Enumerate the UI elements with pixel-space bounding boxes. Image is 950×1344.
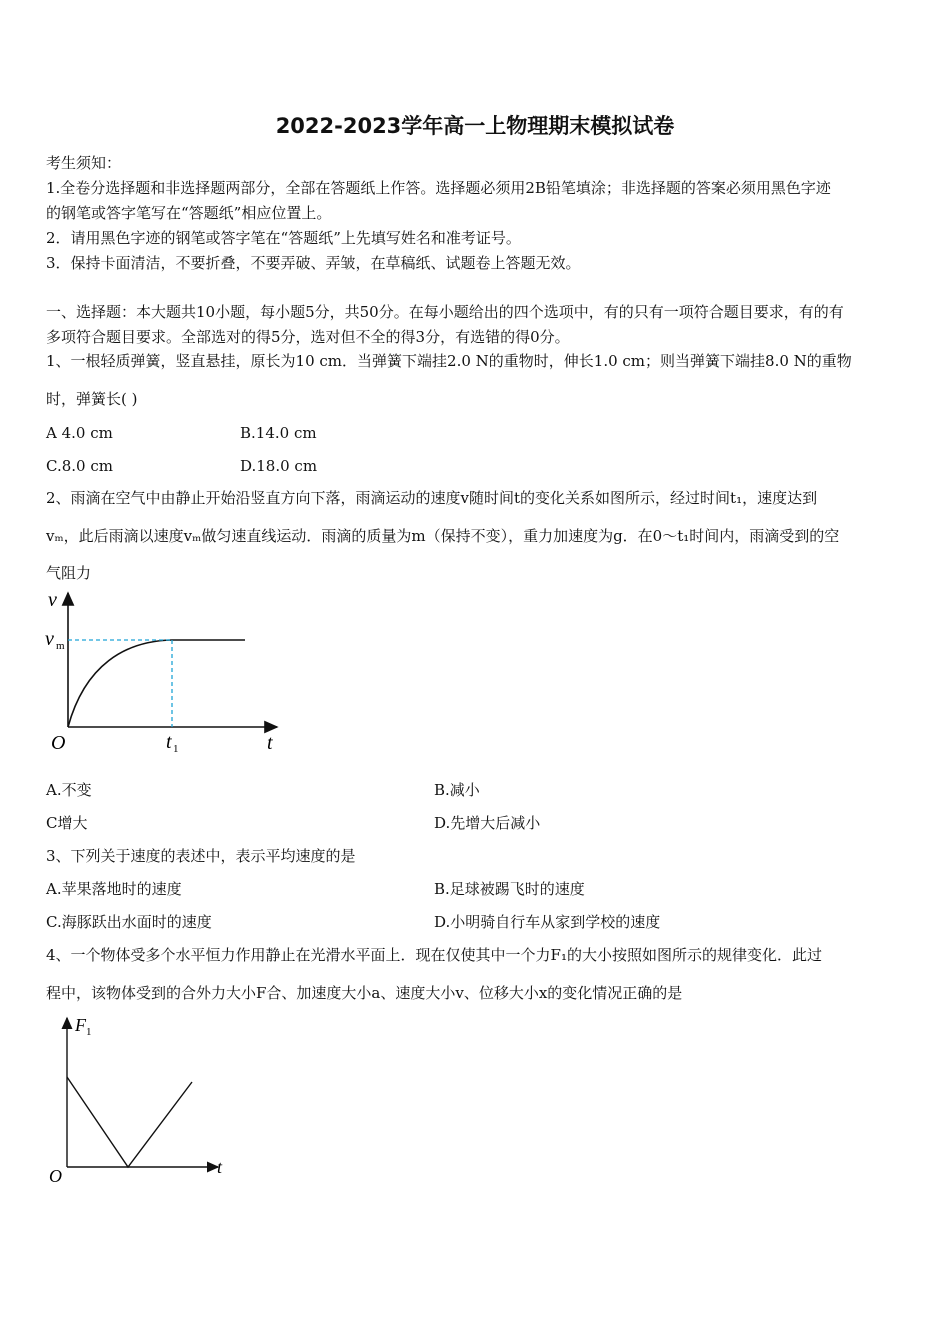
page-title: 2022-2023学年高一上物理期末模拟试卷 [275,114,675,138]
q3-option-b: B.足球被踢飞时的速度 [434,880,585,898]
question-1-text: 1、一根轻质弹簧，竖直悬挂，原长为10 cm．当弹簧下端挂2.0 N的重物时，伸长1.0 cm；则当弹簧下端挂8.0 N的重物 [46,352,852,370]
q3-option-c: C.海豚跃出水面时的速度 [46,913,212,931]
q1-option-c: C.8.0 cm [46,457,113,475]
notice-item: 2．请用黑色字迹的钢笔或答字笔在“答题纸”上先填写姓名和准考证号。 [46,229,521,247]
velocity-time-graph [40,585,290,760]
question-2-text: 气阻力 [46,564,92,582]
q2-option-c: C增大 [46,814,88,832]
notice-item: 3．保持卡面清洁，不要折叠，不要弄破、弄皱，在草稿纸、试题卷上答题无效。 [46,254,581,272]
notice-item: 1.全卷分选择题和非选择题两部分，全部在答题纸上作答。选择题必须用2B铅笔填涂；非选择题的答案必须用黑色字迹 [46,179,831,197]
y-axis-label: F [75,1015,86,1035]
vm-label: v [45,628,54,650]
q2-option-d: D.先增大后减小 [434,814,541,832]
question-1-text: 时，弹簧长( ) [46,390,138,408]
q2-option-a: A.不变 [46,781,92,799]
velocity-curve [68,640,245,727]
question-2-text: 2、雨滴在空气中由静止开始沿竖直方向下落，雨滴运动的速度v随时间t的变化关系如图所示，经过时间t₁，速度达到 [46,489,818,507]
origin-label: O [51,732,66,754]
q1-option-a: A 4.0 cm [46,424,113,442]
section-intro: 多项符合题目要求。全部选对的得5分，选对但不全的得3分，有选错的得0分。 [46,328,570,346]
section-intro: 一、选择题：本大题共10小题，每小题5分，共50分。在每小题给出的四个选项中，有的只有一项符合题目要求，有的有 [46,303,844,321]
x-axis-label: t [267,732,273,754]
q1-option-b: B.14.0 cm [240,424,317,442]
origin-label: O [49,1166,62,1186]
notice-item: 的钢笔或答字笔写在“答题纸”相应位置上。 [46,204,332,222]
q3-option-d: D.小明骑自行车从家到学校的速度 [434,913,661,931]
q2-option-b: B.减小 [434,781,480,799]
x-axis-label: t [217,1157,223,1177]
vm-subscript: m [56,640,65,652]
question-4-text: 4、一个物体受多个水平恒力作用静止在光滑水平面上．现在仅使其中一个力F₁的大小按照如图所示的规律变化．此过 [46,946,822,964]
question-4-text: 程中，该物体受到的合外力大小F合、加速度大小a、速度大小v、位移大小x的变化情况正确的是 [46,984,683,1002]
question-2-text: vₘ，此后雨滴以速度vₘ做匀速直线运动．雨滴的质量为m（保持不变），重力加速度为g．在0～t₁时间内，雨滴受到的空 [46,527,840,545]
q1-option-d: D.18.0 cm [240,457,318,475]
y-axis-subscript: 1 [86,1026,92,1038]
notice-heading: 考生须知： [46,154,122,172]
t1-label: t [166,731,172,753]
y-axis-label: v [48,589,57,611]
q3-option-a: A.苹果落地时的速度 [46,880,182,898]
question-3-text: 3、下列关于速度的表述中，表示平均速度的是 [46,847,356,865]
force-time-graph [40,1010,240,1190]
force-curve [67,1077,192,1167]
t1-subscript: 1 [173,743,179,755]
